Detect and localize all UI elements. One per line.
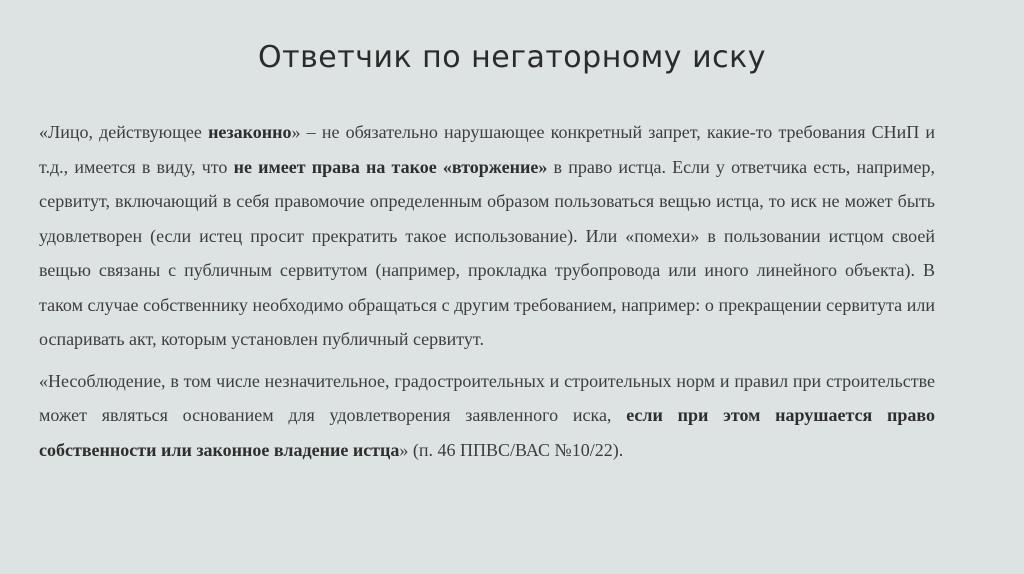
- text-run: » – не обязательно нарушающее конкретный запрет, какие-то требования СНиП и т.д., имеется в виду, что: [39, 122, 936, 177]
- text-run-bold: незаконно: [208, 122, 292, 142]
- text-run: в право истца. Если у ответчика есть, например, сервитут, включающий в себя правомочие определенным образом пользоваться вещью истца, то иск не может быть удовлетворен (если истец просит прекратить такое использование). Или «помехи» в пользовании истцом своей вещью связаны с публичным сервитутом (например, прокладка трубопровода или иного линейного объекта). В таком случае собственнику необходимо обращаться с другим требованием, например: о прекращении сервитута или оспаривать акт, которым установлен публичный сервитут.: [39, 156, 935, 349]
- text-run-bold: если при этом нарушается право собственности или законное владение истца: [39, 405, 935, 460]
- text-run-bold: не имеет права на такое «вторжение»: [233, 156, 548, 177]
- slide-body: [39, 115, 935, 467]
- text-run: «Несоблюдение, в том числе незначительное, градостроительных и строительных норм и правил при строительстве может являться основанием для удовлетворения заявленного иска,: [39, 370, 935, 425]
- text-run: «Лицо, действующее: [39, 122, 209, 142]
- text-run: » (п. 46 ППВС/ВАС №10/22).: [399, 439, 624, 460]
- paragraph-1: [39, 115, 935, 357]
- slide-title: Ответчик по негаторному иску: [258, 40, 766, 75]
- paragraph-2: [39, 364, 935, 468]
